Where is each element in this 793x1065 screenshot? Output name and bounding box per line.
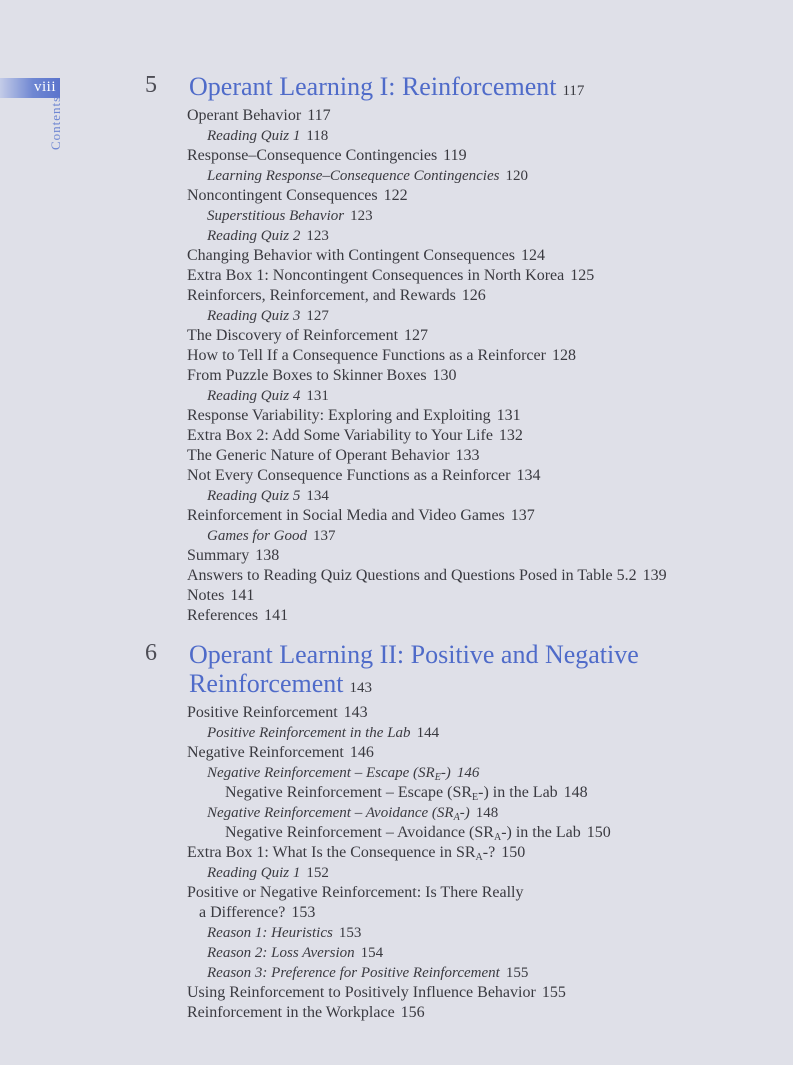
toc-entry[interactable]: Reinforcement in Social Media and Video Games 137 bbox=[187, 507, 535, 524]
toc-entry[interactable]: References 141 bbox=[187, 607, 289, 624]
toc-entry[interactable]: Superstitious Behavior 123 bbox=[207, 208, 373, 224]
toc-entry[interactable]: Positive Reinforcement in the Lab 144 bbox=[207, 725, 440, 741]
toc-entry[interactable]: Learning Response–Consequence Contingencies 120 bbox=[207, 168, 528, 184]
toc-entry[interactable]: Negative Reinforcement – Escape $(SR_E-)$ 146 bbox=[207, 765, 480, 783]
toc-entry[interactable]: Extra Box 1: What Is the Consequence in $SR_A-$? 150 bbox=[187, 844, 526, 863]
chapter-heading bbox=[145, 640, 753, 703]
toc-entry[interactable]: Reading Quiz 5 134 bbox=[207, 488, 329, 504]
toc-entry[interactable]: Reinforcement in the Workplace 156 bbox=[187, 1004, 425, 1021]
chapter-number: 6 bbox=[145, 640, 157, 666]
toc-entry[interactable]: Extra Box 2: Add Some Variability to Your Life 132 bbox=[187, 427, 523, 444]
toc-entry[interactable]: Response Variability: Exploring and Exploiting 131 bbox=[187, 407, 521, 424]
toc-entry[interactable]: Changing Behavior with Contingent Consequences 124 bbox=[187, 247, 545, 264]
toc-entry[interactable]: Positive Reinforcement 143 bbox=[187, 704, 368, 721]
toc-entry[interactable]: Negative Reinforcement – Escape $(SR_E-)$ in the Lab 148 bbox=[225, 784, 588, 803]
chapter-5 bbox=[145, 72, 753, 626]
toc-entry[interactable]: Using Reinforcement to Positively Influence Behavior 155 bbox=[187, 984, 566, 1001]
toc-entry[interactable]: How to Tell If a Consequence Functions as a Reinforcer 128 bbox=[187, 347, 576, 364]
chapter-number: 5 bbox=[145, 72, 157, 98]
toc-entry[interactable]: Noncontingent Consequences 122 bbox=[187, 187, 408, 204]
toc-entry[interactable]: Operant Behavior 117 bbox=[187, 107, 331, 124]
toc-entry[interactable]: Negative Reinforcement – Avoidance $(SR_A-)$ 148 bbox=[207, 805, 499, 823]
toc-entry[interactable]: Notes 141 bbox=[187, 587, 255, 604]
page-number: viii bbox=[33, 79, 56, 95]
toc-entry[interactable]: Reason 2: Loss Aversion 154 bbox=[207, 945, 384, 961]
toc-entry[interactable]: Response–Consequence Contingencies 119 bbox=[187, 147, 467, 164]
toc-entry[interactable]: Negative Reinforcement 146 bbox=[187, 744, 374, 761]
toc-entry[interactable]: The Generic Nature of Operant Behavior 133 bbox=[187, 447, 480, 464]
toc-entry[interactable]: Negative Reinforcement – Avoidance $(SR_A-)$ in the Lab 150 bbox=[225, 824, 611, 843]
chapter-page: 143 bbox=[349, 680, 372, 696]
toc-entry[interactable]: Positive or Negative Reinforcement: Is There Really bbox=[187, 884, 524, 901]
toc-entry[interactable]: Not Every Consequence Functions as a Reinforcer 134 bbox=[187, 467, 541, 484]
toc-entry[interactable]: Reading Quiz 2 123 bbox=[207, 228, 329, 244]
toc-entry[interactable]: Extra Box 1: Noncontingent Consequences in North Korea 125 bbox=[187, 267, 595, 284]
toc-entry[interactable]: Summary 138 bbox=[187, 547, 280, 564]
chapter-heading bbox=[145, 72, 753, 106]
toc-entry[interactable]: Reading Quiz 1 152 bbox=[207, 865, 329, 881]
toc-entry[interactable]: Reinforcers, Reinforcement, and Rewards 126 bbox=[187, 287, 486, 304]
toc-entry[interactable]: Reading Quiz 4 131 bbox=[207, 388, 329, 404]
chapter-6 bbox=[145, 640, 753, 1023]
chapter-title: Operant Learning I: Reinforcement 117 bbox=[189, 72, 585, 101]
chapter-title: Operant Learning II: Positive and Negative Reinforcement 143 bbox=[189, 640, 639, 698]
section-label: Contents bbox=[48, 95, 63, 150]
toc-entry[interactable]: Reason 3: Preference for Positive Reinforcement 155 bbox=[207, 965, 529, 981]
chapter-page: 117 bbox=[562, 83, 585, 99]
toc-entry[interactable]: The Discovery of Reinforcement 127 bbox=[187, 327, 429, 344]
toc-entry[interactable]: Answers to Reading Quiz Questions and Questions Posed in Table 5.2 139 bbox=[187, 567, 667, 584]
toc-entry[interactable]: Games for Good 137 bbox=[207, 528, 336, 544]
toc-entry-continued[interactable]: a Difference? 153 bbox=[199, 904, 316, 921]
toc-entry[interactable]: Reading Quiz 3 127 bbox=[207, 308, 329, 324]
toc-entry[interactable]: Reading Quiz 1 118 bbox=[207, 128, 329, 144]
toc-entry[interactable]: From Puzzle Boxes to Skinner Boxes 130 bbox=[187, 367, 457, 384]
toc-entry[interactable]: Reason 1: Heuristics 153 bbox=[207, 925, 362, 941]
